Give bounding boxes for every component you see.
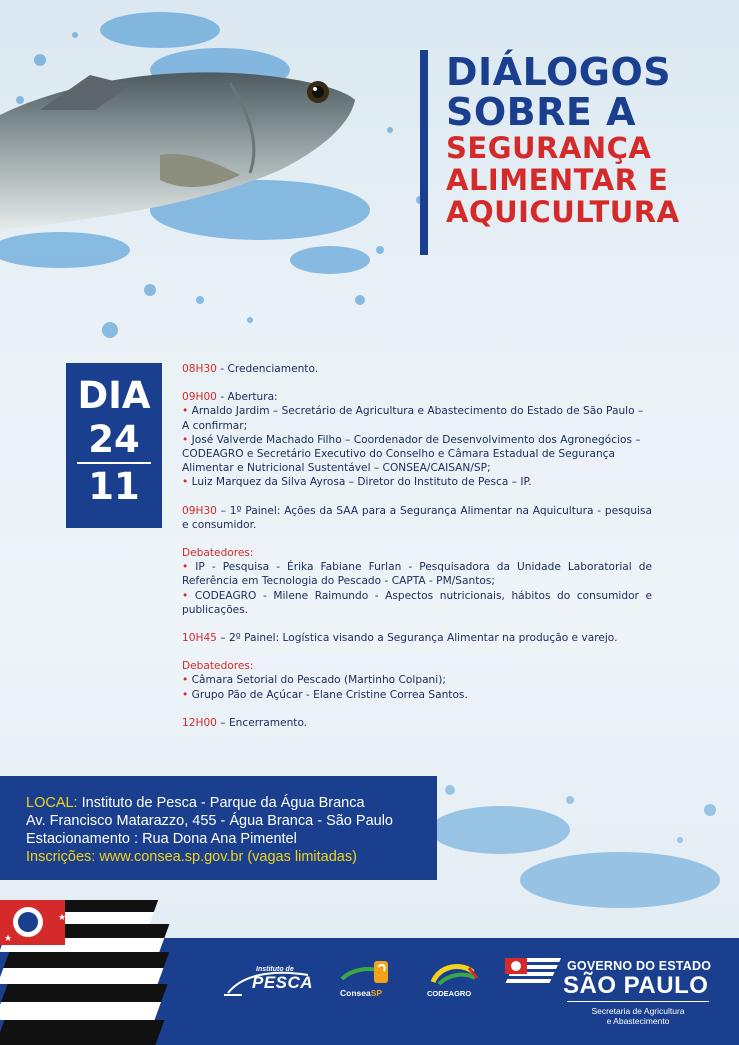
schedule-item-credenciamento: 08H30 - Credenciamento. bbox=[182, 363, 319, 375]
debatedores-label: Debatedores: bbox=[182, 547, 254, 560]
location-line-2: Av. Francisco Matarazzo, 455 - Água Branca - São Paulo bbox=[26, 813, 393, 829]
list-item: • Câmara Setorial do Pescado (Martinho Colpani); bbox=[182, 674, 446, 687]
fish-image bbox=[0, 55, 365, 235]
gov-line-2: SÃO PAULO bbox=[563, 972, 709, 999]
list-item: • Grupo Pão de Açúcar - Elane Cristine Correa Santos. bbox=[182, 688, 468, 701]
program-schedule bbox=[182, 362, 652, 730]
schedule-item-encerramento: 12H00 – Encerramento. bbox=[182, 716, 308, 729]
debatedores-label: Debatedores: bbox=[182, 660, 254, 673]
title-line-1: DIÁLOGOS bbox=[446, 50, 672, 94]
list-item: • CODEAGRO - Milene Raimundo - Aspectos nutricionais, hábitos do consumidor e publicações. bbox=[182, 589, 652, 616]
water-splash-bottom bbox=[420, 770, 739, 940]
instituto-pesca-logo: Instituto de PESCA bbox=[222, 965, 312, 999]
date-divider bbox=[77, 462, 151, 464]
state-flag-icon bbox=[505, 954, 565, 994]
poster-title-block bbox=[420, 50, 720, 255]
registration-line[interactable]: Inscrições: www.consea.sp.gov.br (vagas limitadas) bbox=[26, 849, 357, 865]
gov-line-1: GOVERNO DO ESTADO bbox=[567, 959, 712, 973]
schedule-item-painel-1: 09H30 – 1º Painel: Ações da SAA para a Segurança Alimentar na Aquicultura - pesquisa e consumidor. bbox=[182, 504, 652, 531]
title-line-4: ALIMENTAR E bbox=[446, 163, 669, 197]
list-item: • IP - Pesquisa - Érika Fabiane Furlan - Pesquisadora da Unidade Laboratorial de Referência em Tecnologia do Pescado - CAPTA - PM/Santos; bbox=[182, 561, 652, 588]
title-line-3: SEGURANÇA bbox=[446, 131, 652, 165]
date-word: DIA bbox=[77, 374, 151, 417]
title-line-5: AQUICULTURA bbox=[446, 195, 680, 229]
list-item: • José Valverde Machado Filho – Coordenador de Desenvolvimento dos Agronegócios – CODEAGRO e Secretário Executivo do Conselho e Câmara Estadual de Segurança Alimentar e Nutricional Sustentável – CONSEA/CAISAN/SP; bbox=[182, 433, 641, 475]
title-line-2: SOBRE A bbox=[446, 90, 636, 134]
date-day: 24 bbox=[88, 418, 140, 461]
title-accent-bar bbox=[420, 50, 428, 255]
schedule-item-painel-2: 10H45 – 2º Painel: Logística visando a Segurança Alimentar na produção e varejo. bbox=[182, 632, 618, 645]
list-item: • Luiz Marquez da Silva Ayrosa – Diretor do Instituto de Pesca – IP. bbox=[182, 476, 532, 489]
codeagro-logo: CODEAGRO bbox=[425, 960, 485, 1000]
gov-divider bbox=[567, 1001, 709, 1002]
governo-sao-paulo-logo bbox=[505, 954, 725, 1034]
date-month: 11 bbox=[88, 465, 140, 508]
list-item: • Arnaldo Jardim – Secretário de Agricultura e Abastecimento do Estado de São Paulo – A confirmar; bbox=[182, 405, 644, 432]
consea-sp-logo: ConseaSP bbox=[338, 957, 394, 1001]
sao-paulo-flag-icon bbox=[0, 895, 190, 1045]
gov-secretaria: Secretaria de Agricultura e Abastecimento bbox=[591, 1006, 685, 1026]
schedule-item-abertura: 09H00 - Abertura: bbox=[182, 391, 278, 404]
location-box bbox=[0, 776, 437, 880]
svg-text:★: ★ bbox=[4, 934, 13, 944]
date-box bbox=[66, 363, 162, 528]
location-line-3: Estacionamento : Rua Dona Ana Pimentel bbox=[26, 831, 297, 847]
svg-text:★: ★ bbox=[58, 913, 67, 923]
location-line-1: LOCAL: Instituto de Pesca - Parque da Água Branca bbox=[26, 795, 365, 811]
poster-title bbox=[446, 52, 680, 228]
